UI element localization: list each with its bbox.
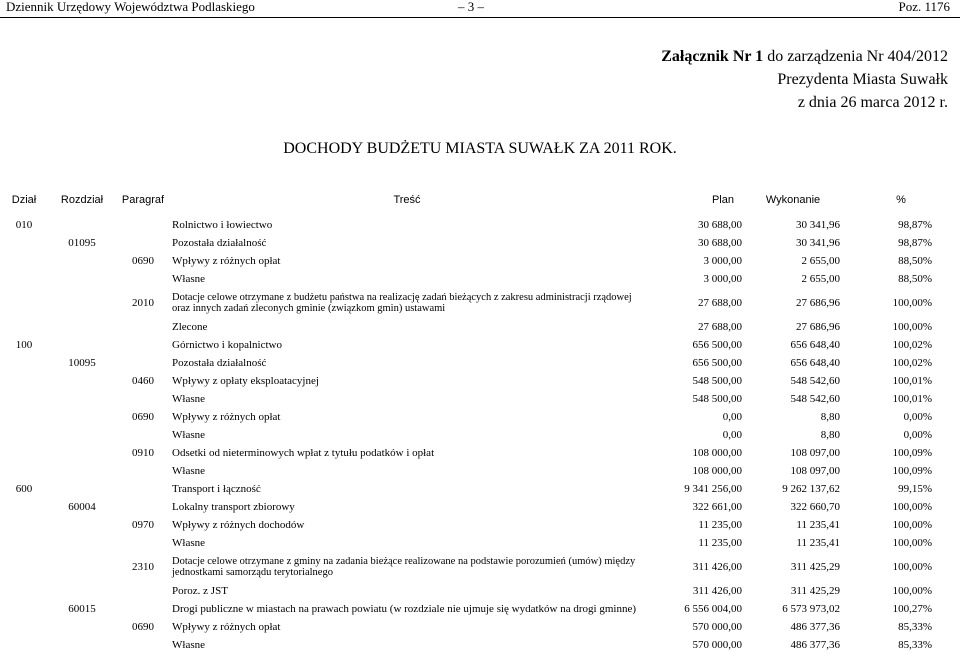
table-row bbox=[0, 354, 960, 372]
tresc-cell: Rolnictwo i łowiectwo bbox=[172, 219, 273, 231]
dzial-cell bbox=[0, 600, 48, 618]
page-number: – 3 – bbox=[458, 0, 484, 14]
paragraf-cell: 0690 bbox=[132, 411, 154, 423]
dzial-cell bbox=[0, 582, 48, 600]
wykonanie-cell: 548 542,60 bbox=[790, 393, 840, 405]
paragraf-cell: 0910 bbox=[132, 447, 154, 459]
dzial-cell bbox=[0, 636, 48, 654]
paragraf-cell: 0460 bbox=[132, 375, 154, 387]
dzial-cell bbox=[0, 534, 48, 552]
rozdzial-cell bbox=[48, 390, 116, 408]
table-row bbox=[0, 372, 960, 390]
rozdzial-cell: 10095 bbox=[68, 357, 96, 369]
paragraf-cell bbox=[116, 498, 170, 516]
paragraf-cell bbox=[116, 426, 170, 444]
rozdzial-cell bbox=[48, 462, 116, 480]
wykonanie-cell: 548 542,60 bbox=[790, 375, 840, 387]
table-row bbox=[0, 618, 960, 636]
header-wykonanie: Wykonanie bbox=[765, 194, 821, 206]
wykonanie-cell: 486 377,36 bbox=[790, 639, 840, 651]
plan-cell: 3 000,00 bbox=[703, 255, 742, 267]
wykonanie-cell: 27 686,96 bbox=[796, 321, 840, 333]
revenue-table bbox=[0, 184, 960, 654]
annex-title-bold: Załącznik Nr 1 bbox=[661, 48, 764, 65]
procent-cell: 100,00% bbox=[892, 585, 932, 597]
tresc-cell: Odsetki od nieterminowych wpłat z tytułu podatków i opłat bbox=[172, 447, 435, 459]
plan-cell: 11 235,00 bbox=[698, 537, 742, 549]
plan-cell: 6 556 004,00 bbox=[684, 603, 742, 615]
plan-cell: 27 688,00 bbox=[698, 321, 742, 333]
tresc-cell: Własne bbox=[172, 639, 205, 651]
annex-title bbox=[661, 46, 948, 67]
table-row bbox=[0, 516, 960, 534]
procent-cell: 98,87% bbox=[898, 237, 932, 249]
rozdzial-cell bbox=[48, 636, 116, 654]
table-row bbox=[0, 600, 960, 618]
dzial-cell bbox=[0, 372, 48, 390]
wykonanie-cell: 311 425,29 bbox=[790, 585, 840, 597]
rozdzial-cell bbox=[48, 336, 116, 354]
procent-cell: 100,00% bbox=[892, 321, 932, 333]
table-row bbox=[0, 408, 960, 426]
wykonanie-cell: 30 341,96 bbox=[796, 237, 840, 249]
tresc-cell: Własne bbox=[172, 465, 205, 477]
procent-cell: 100,01% bbox=[892, 393, 932, 405]
header-dzial: Dział bbox=[11, 194, 37, 206]
table-row bbox=[0, 636, 960, 654]
plan-cell: 0,00 bbox=[722, 429, 742, 441]
dzial-cell bbox=[0, 354, 48, 372]
paragraf-cell: 0970 bbox=[132, 519, 154, 531]
rozdzial-cell bbox=[48, 408, 116, 426]
tresc-cell: Wpływy z opłaty eksploatacyjnej bbox=[172, 375, 319, 387]
paragraf-cell bbox=[116, 270, 170, 288]
paragraf-cell bbox=[116, 480, 170, 498]
procent-cell: 100,02% bbox=[892, 357, 932, 369]
wykonanie-cell: 656 648,40 bbox=[790, 339, 840, 351]
annex-issuer: Prezydenta Miasta Suwałk bbox=[777, 71, 948, 88]
table-row bbox=[0, 318, 960, 336]
procent-cell: 100,00% bbox=[892, 537, 932, 549]
dzial-cell bbox=[0, 234, 48, 252]
tresc-cell: Lokalny transport zbiorowy bbox=[172, 501, 295, 513]
table-header-row bbox=[0, 184, 960, 216]
procent-cell: 100,02% bbox=[892, 339, 932, 351]
wykonanie-cell: 108 097,00 bbox=[790, 447, 840, 459]
rozdzial-cell bbox=[48, 552, 116, 582]
rozdzial-cell bbox=[48, 426, 116, 444]
wykonanie-cell: 30 341,96 bbox=[796, 219, 840, 231]
paragraf-cell bbox=[116, 390, 170, 408]
table-row bbox=[0, 216, 960, 234]
header-tresc: Treść bbox=[393, 194, 421, 206]
rozdzial-cell bbox=[48, 480, 116, 498]
rozdzial-cell bbox=[48, 318, 116, 336]
paragraf-cell bbox=[116, 534, 170, 552]
rozdzial-cell: 01095 bbox=[68, 237, 96, 249]
table-row bbox=[0, 252, 960, 270]
rozdzial-cell bbox=[48, 516, 116, 534]
table-row bbox=[0, 270, 960, 288]
procent-cell: 99,15% bbox=[898, 483, 932, 495]
document-title: DOCHODY BUDŻETU MIASTA SUWAŁK ZA 2011 ROK. bbox=[283, 140, 677, 157]
dzial-cell bbox=[0, 318, 48, 336]
tresc-cell: Wpływy z różnych opłat bbox=[172, 411, 281, 423]
table-row bbox=[0, 234, 960, 252]
annex-title-rest: do zarządzenia Nr 404/2012 bbox=[763, 48, 948, 65]
plan-cell: 3 000,00 bbox=[703, 273, 742, 285]
procent-cell: 100,00% bbox=[892, 561, 932, 573]
rozdzial-cell bbox=[48, 444, 116, 462]
rozdzial-cell bbox=[48, 582, 116, 600]
paragraf-cell bbox=[116, 462, 170, 480]
dzial-cell bbox=[0, 252, 48, 270]
procent-cell: 85,33% bbox=[898, 639, 932, 651]
table-row bbox=[0, 462, 960, 480]
procent-cell: 88,50% bbox=[898, 273, 932, 285]
procent-cell: 100,00% bbox=[892, 297, 932, 309]
plan-cell: 548 500,00 bbox=[692, 375, 742, 387]
wykonanie-cell: 11 235,41 bbox=[796, 519, 840, 531]
plan-cell: 570 000,00 bbox=[692, 639, 742, 651]
tresc-cell: Własne bbox=[172, 537, 205, 549]
paragraf-cell bbox=[116, 354, 170, 372]
procent-cell: 85,33% bbox=[898, 621, 932, 633]
tresc-cell: Własne bbox=[172, 429, 205, 441]
procent-cell: 0,00% bbox=[903, 411, 932, 423]
paragraf-cell: 0690 bbox=[132, 621, 154, 633]
plan-cell: 11 235,00 bbox=[698, 519, 742, 531]
position-number: Poz. 1176 bbox=[898, 0, 950, 14]
publication-name: Dziennik Urzędowy Województwa Podlaskiego bbox=[6, 0, 255, 14]
dzial-cell bbox=[0, 444, 48, 462]
rozdzial-cell bbox=[48, 252, 116, 270]
plan-cell: 30 688,00 bbox=[698, 219, 742, 231]
rozdzial-cell bbox=[48, 270, 116, 288]
dzial-cell bbox=[0, 288, 48, 318]
tresc-cell: Pozostała działalność bbox=[172, 357, 267, 369]
paragraf-cell: 2310 bbox=[132, 561, 154, 573]
paragraf-cell bbox=[116, 216, 170, 234]
dzial-cell bbox=[0, 552, 48, 582]
header-divider bbox=[0, 17, 960, 18]
wykonanie-cell: 9 262 137,62 bbox=[782, 483, 840, 495]
dzial-cell: 100 bbox=[15, 339, 33, 351]
plan-cell: 0,00 bbox=[722, 411, 742, 423]
tresc-cell: Dotacje celowe otrzymane z budżetu państwa na realizację zadań bieżących z zakresu administracji rządowej oraz innych zadań zleconych gminie (związkom gmin) ustawami bbox=[172, 292, 632, 314]
tresc-cell: Wpływy z różnych opłat bbox=[172, 621, 281, 633]
procent-cell: 0,00% bbox=[903, 429, 932, 441]
table-row bbox=[0, 534, 960, 552]
plan-cell: 108 000,00 bbox=[692, 465, 742, 477]
header-plan: Plan bbox=[711, 194, 734, 206]
tresc-cell: Pozostała działalność bbox=[172, 237, 267, 249]
wykonanie-cell: 486 377,36 bbox=[790, 621, 840, 633]
wykonanie-cell: 11 235,41 bbox=[796, 537, 840, 549]
table-body bbox=[0, 216, 960, 654]
rozdzial-cell bbox=[48, 618, 116, 636]
plan-cell: 311 426,00 bbox=[692, 561, 742, 573]
wykonanie-cell: 108 097,00 bbox=[790, 465, 840, 477]
wykonanie-cell: 656 648,40 bbox=[790, 357, 840, 369]
table-row bbox=[0, 288, 960, 318]
dzial-cell bbox=[0, 462, 48, 480]
table-row bbox=[0, 552, 960, 582]
dzial-cell bbox=[0, 426, 48, 444]
wykonanie-cell: 6 573 973,02 bbox=[782, 603, 840, 615]
plan-cell: 322 661,00 bbox=[692, 501, 742, 513]
table-row bbox=[0, 498, 960, 516]
procent-cell: 100,01% bbox=[892, 375, 932, 387]
tresc-cell: Poroz. z JST bbox=[172, 585, 228, 597]
plan-cell: 548 500,00 bbox=[692, 393, 742, 405]
rozdzial-cell bbox=[48, 216, 116, 234]
paragraf-cell bbox=[116, 582, 170, 600]
tresc-cell: Wpływy z różnych opłat bbox=[172, 255, 281, 267]
dzial-cell: 010 bbox=[15, 219, 33, 231]
paragraf-cell bbox=[116, 600, 170, 618]
dzial-cell bbox=[0, 516, 48, 534]
wykonanie-cell: 2 655,00 bbox=[801, 255, 840, 267]
header-rozdzial: Rozdział bbox=[60, 194, 104, 206]
header-procent: % bbox=[896, 194, 906, 206]
procent-cell: 100,27% bbox=[892, 603, 932, 615]
table-row bbox=[0, 444, 960, 462]
paragraf-cell bbox=[116, 636, 170, 654]
tresc-cell: Transport i łączność bbox=[172, 483, 261, 495]
table-row bbox=[0, 390, 960, 408]
dzial-cell bbox=[0, 408, 48, 426]
paragraf-cell bbox=[116, 336, 170, 354]
table-row bbox=[0, 582, 960, 600]
annex-date: z dnia 26 marca 2012 r. bbox=[797, 94, 948, 111]
procent-cell: 100,09% bbox=[892, 447, 932, 459]
table-row bbox=[0, 336, 960, 354]
paragraf-cell: 0690 bbox=[132, 255, 154, 267]
rozdzial-cell: 60004 bbox=[68, 501, 96, 513]
rozdzial-cell: 60015 bbox=[68, 603, 96, 615]
dzial-cell bbox=[0, 270, 48, 288]
plan-cell: 656 500,00 bbox=[692, 339, 742, 351]
plan-cell: 108 000,00 bbox=[692, 447, 742, 459]
tresc-cell: Zlecone bbox=[172, 321, 208, 333]
tresc-cell: Wpływy z różnych dochodów bbox=[172, 519, 305, 531]
wykonanie-cell: 8,80 bbox=[820, 411, 840, 423]
plan-cell: 9 341 256,00 bbox=[684, 483, 742, 495]
dzial-cell bbox=[0, 498, 48, 516]
plan-cell: 30 688,00 bbox=[698, 237, 742, 249]
rozdzial-cell bbox=[48, 372, 116, 390]
wykonanie-cell: 8,80 bbox=[820, 429, 840, 441]
paragraf-cell bbox=[116, 234, 170, 252]
tresc-cell: Własne bbox=[172, 393, 205, 405]
dzial-cell: 600 bbox=[15, 483, 33, 495]
paragraf-cell bbox=[116, 318, 170, 336]
dzial-cell bbox=[0, 618, 48, 636]
wykonanie-cell: 322 660,70 bbox=[790, 501, 840, 513]
table-row bbox=[0, 426, 960, 444]
plan-cell: 311 426,00 bbox=[692, 585, 742, 597]
dzial-cell bbox=[0, 390, 48, 408]
rozdzial-cell bbox=[48, 534, 116, 552]
tresc-cell: Dotacje celowe otrzymane z gminy na zadania bieżące realizowane na podstawie porozumień (umów) między jednostkami samorządu terytorialnego bbox=[172, 556, 636, 578]
page-header bbox=[0, 0, 960, 14]
plan-cell: 570 000,00 bbox=[692, 621, 742, 633]
wykonanie-cell: 311 425,29 bbox=[790, 561, 840, 573]
procent-cell: 88,50% bbox=[898, 255, 932, 267]
header-paragraf: Paragraf bbox=[121, 194, 165, 206]
tresc-cell: Drogi publiczne w miastach na prawach powiatu (w rozdziale nie ujmuje się wydatków na drogi gminne) bbox=[172, 603, 636, 615]
rozdzial-cell bbox=[48, 288, 116, 318]
procent-cell: 100,00% bbox=[892, 501, 932, 513]
tresc-cell: Górnictwo i kopalnictwo bbox=[172, 339, 282, 351]
procent-cell: 100,00% bbox=[892, 519, 932, 531]
wykonanie-cell: 27 686,96 bbox=[796, 297, 840, 309]
procent-cell: 100,09% bbox=[892, 465, 932, 477]
plan-cell: 27 688,00 bbox=[698, 297, 742, 309]
paragraf-cell: 2010 bbox=[132, 297, 154, 309]
plan-cell: 656 500,00 bbox=[692, 357, 742, 369]
table-row bbox=[0, 480, 960, 498]
procent-cell: 98,87% bbox=[898, 219, 932, 231]
tresc-cell: Własne bbox=[172, 273, 205, 285]
wykonanie-cell: 2 655,00 bbox=[801, 273, 840, 285]
